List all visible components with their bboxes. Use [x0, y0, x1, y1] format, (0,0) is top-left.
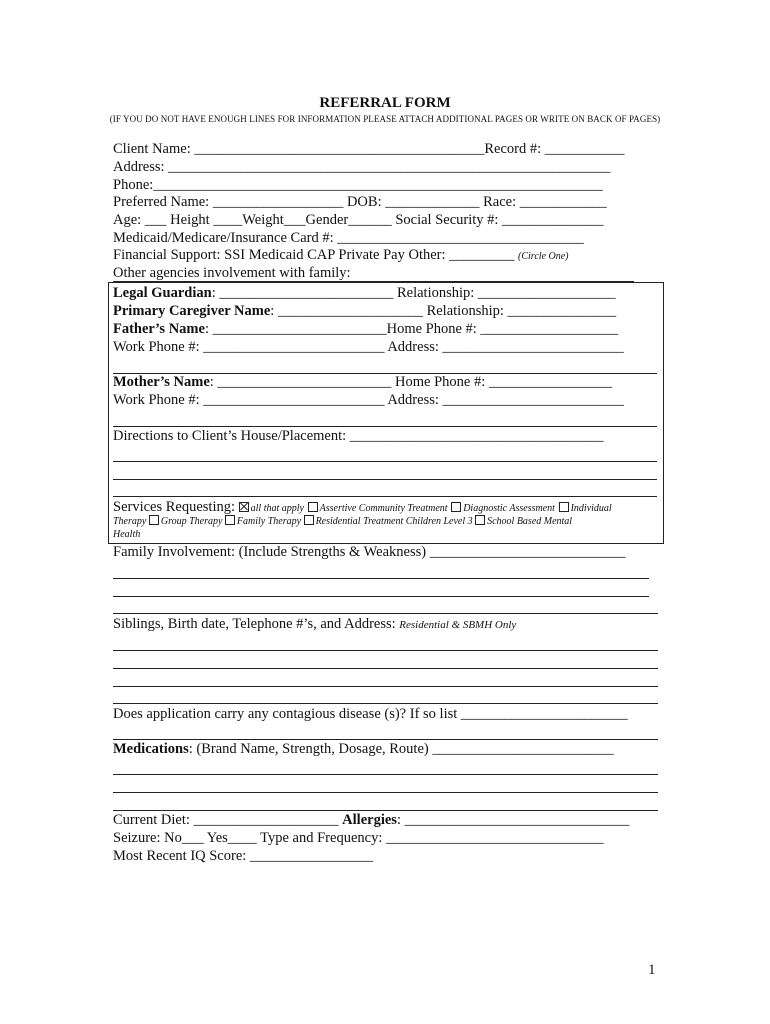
blank-line[interactable]	[113, 810, 658, 811]
circle-one-note: (Circle One)	[518, 251, 569, 262]
group-therapy-label: Group Therapy	[160, 516, 223, 527]
primary-caregiver-label: Primary Caregiver Name	[113, 303, 271, 319]
primary-caregiver-line[interactable]	[113, 303, 616, 320]
blank-line[interactable]	[113, 774, 658, 775]
health-label: Health	[113, 529, 141, 540]
legal-guardian-field[interactable]: : ________________________ Relationship: ___________________	[211, 285, 616, 301]
blank-line[interactable]	[113, 426, 657, 427]
form-subtitle: (IF YOU DO NOT HAVE ENOUGH LINES FOR INFORMATION PLEASE ATTACH ADDITIONAL PAGES OR WRITE ON BACK OF PAGES)	[109, 114, 661, 124]
other-agencies-line: Other agencies involvement with family:	[113, 265, 351, 281]
blank-line[interactable]	[113, 650, 658, 651]
father-name-field[interactable]: : ________________________Home Phone #: ___________________	[204, 321, 619, 337]
residential-treatment-label: Residential Treatment Children Level 3	[315, 516, 473, 527]
mother-name-label: Mother’s Name	[113, 374, 210, 390]
work-phone-line-1[interactable]: Work Phone #: _________________________ Address: _________________________	[113, 339, 624, 355]
family-involvement-line[interactable]: Family Involvement: (Include Strengths & Weakness) ___________________________	[113, 544, 626, 560]
current-diet-line[interactable]	[113, 812, 629, 829]
blank-line[interactable]	[113, 668, 658, 669]
mother-name-field[interactable]: : ________________________ Home Phone #: _________________	[209, 374, 613, 390]
client-name-line[interactable]: Client Name: ________________________________________Record #: ___________	[113, 141, 625, 157]
mother-name-line[interactable]	[113, 374, 612, 391]
financial-support-line[interactable]	[113, 247, 568, 265]
blank-line[interactable]	[113, 461, 657, 462]
blank-line[interactable]	[113, 596, 649, 597]
father-name-line[interactable]	[113, 321, 618, 338]
individual-label: Individual	[570, 503, 612, 514]
diagnostic-assessment-label: Diagnostic Assessment	[463, 503, 555, 514]
assertive-community-checkbox[interactable]	[308, 502, 318, 512]
blank-line[interactable]	[113, 686, 658, 687]
all-that-apply-checkbox[interactable]	[239, 502, 249, 512]
age-line[interactable]: Age: ___ Height ____Weight___Gender______ Social Security #: ______________	[113, 212, 604, 228]
legal-guardian-line[interactable]	[113, 285, 616, 302]
family-therapy-checkbox[interactable]	[225, 515, 235, 525]
iq-score-line[interactable]: Most Recent IQ Score: _________________	[113, 848, 374, 864]
allergies-label: Allergies	[342, 812, 397, 828]
assertive-community-label: Assertive Community Treatment	[319, 503, 448, 514]
siblings-line	[113, 616, 516, 634]
school-based-label: School Based Mental	[487, 516, 573, 527]
address-line[interactable]: Address: _____________________________________________________________	[113, 159, 611, 175]
blank-line[interactable]	[113, 792, 658, 793]
current-diet-field[interactable]: Current Diet: ____________________	[113, 812, 343, 828]
residential-treatment-checkbox[interactable]	[304, 515, 314, 525]
primary-caregiver-field[interactable]: : ____________________ Relationship: _______________	[270, 303, 617, 319]
family-therapy-label: Family Therapy	[236, 516, 302, 527]
medicaid-line[interactable]: Medicaid/Medicare/Insurance Card #: __________________________________	[113, 230, 584, 246]
siblings-label: Siblings, Birth date, Telephone #’s, and Address:	[113, 616, 400, 632]
blank-line[interactable]	[113, 703, 658, 704]
medications-field[interactable]: : (Brand Name, Strength, Dosage, Route) _________________________	[188, 741, 614, 757]
medications-line[interactable]	[113, 741, 614, 758]
services-line-2	[113, 515, 572, 528]
siblings-note: Residential & SBMH Only	[399, 619, 517, 631]
all-that-apply-label: all that apply	[250, 503, 304, 514]
seizure-line[interactable]: Seizure: No___ Yes____ Type and Frequency: ______________________________	[113, 830, 604, 846]
group-therapy-checkbox[interactable]	[149, 515, 159, 525]
phone-line[interactable]: Phone:______________________________________________________________	[113, 177, 603, 193]
blank-line[interactable]	[113, 613, 658, 614]
blank-line[interactable]	[113, 496, 657, 497]
contagious-disease-line[interactable]: Does application carry any contagious disease (s)? If so list _______________________	[113, 706, 628, 722]
page-number: 1	[648, 962, 656, 978]
preferred-name-line[interactable]: Preferred Name: __________________ DOB: _____________ Race: ____________	[113, 194, 607, 210]
form-title: REFERRAL FORM	[319, 95, 451, 111]
therapy-label: Therapy	[113, 516, 147, 527]
diagnostic-assessment-checkbox[interactable]	[451, 502, 461, 512]
directions-line[interactable]: Directions to Client’s House/Placement: ___________________________________	[113, 428, 604, 444]
allergies-field[interactable]: : _______________________________	[396, 812, 630, 828]
financial-support-text: Financial Support: SSI Medicaid CAP Private Pay Other: _________	[113, 247, 515, 263]
legal-guardian-label: Legal Guardian	[113, 285, 212, 301]
blank-line[interactable]	[113, 578, 649, 579]
blank-line[interactable]	[113, 479, 657, 480]
school-based-checkbox[interactable]	[475, 515, 485, 525]
services-label: Services Requesting:	[113, 499, 239, 515]
medications-label: Medications	[113, 741, 189, 757]
work-phone-line-2[interactable]: Work Phone #: _________________________ Address: _________________________	[113, 392, 624, 408]
individual-therapy-checkbox[interactable]	[559, 502, 569, 512]
blank-line[interactable]	[113, 739, 658, 740]
father-name-label: Father’s Name	[113, 321, 205, 337]
